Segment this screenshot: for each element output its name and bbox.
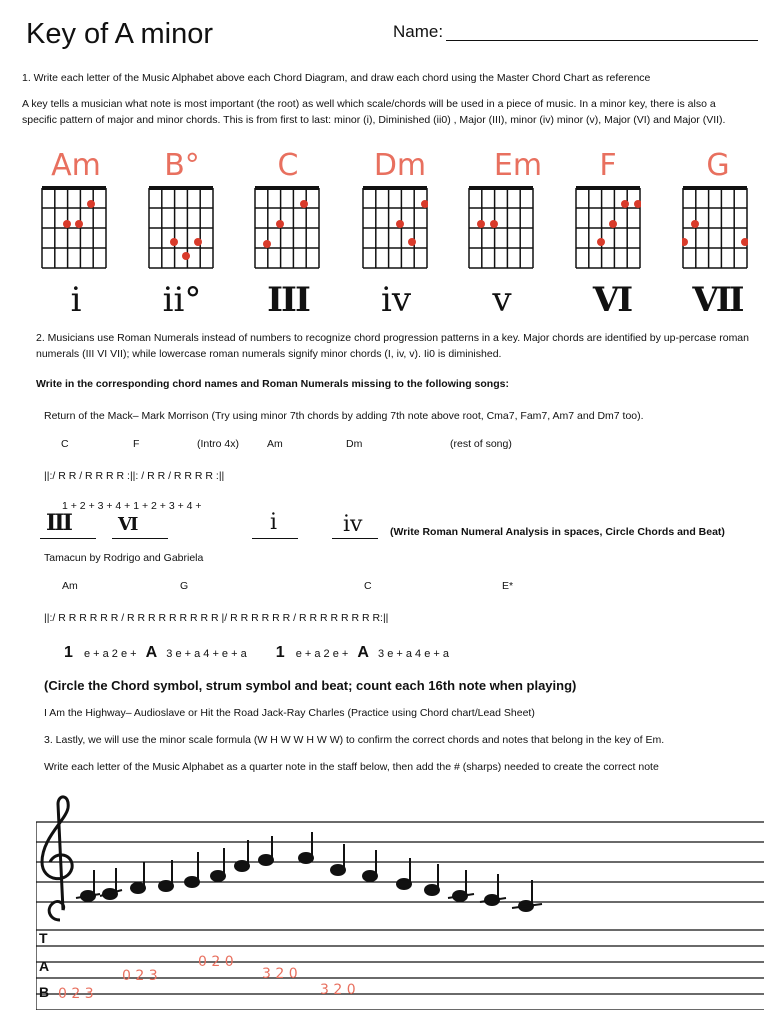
song1-numeral-iii[interactable]: III — [46, 510, 71, 536]
count-segment: 3 e + a 4 e + a — [378, 648, 449, 660]
tab-letter-b: B — [39, 984, 50, 1000]
song1-chord-c[interactable]: C — [61, 438, 69, 450]
numeral-v: v — [492, 280, 512, 320]
chord-diagram-f[interactable] — [575, 186, 641, 270]
numeral-iii: III — [267, 280, 309, 320]
note-10 — [331, 844, 345, 875]
chord-name-b-dim: B° — [164, 148, 200, 183]
song1-rest: (rest of song) — [450, 438, 512, 450]
song1-numeral-iv[interactable]: iv — [343, 512, 363, 537]
numeral-ii-dim: ii° — [162, 280, 202, 320]
note-4 — [159, 860, 173, 891]
tab-fret-numbers: 0 2 3 — [58, 986, 94, 1002]
song2-chord-g[interactable]: G — [180, 580, 189, 592]
song2-chord-c[interactable]: C — [364, 580, 372, 592]
note-14 — [448, 870, 474, 901]
numeral-vi: VI — [592, 280, 632, 320]
chord-diagram-g[interactable] — [682, 186, 748, 270]
tab-fret-numbers: 0 2 3 — [122, 968, 158, 984]
numeral-iv: iv — [380, 280, 412, 320]
count-segment: e + a 2 e + — [295, 648, 349, 660]
note-3 — [131, 862, 145, 893]
question-3-instruction: Write each letter of the Music Alphabet as a quarter note in the staff below, then add the # (sharps) needed to create the correct note — [44, 761, 659, 773]
song1-chord-am[interactable]: Am — [267, 438, 283, 450]
chord-name-f: F — [599, 148, 617, 183]
page-title: Key of A minor — [26, 18, 213, 50]
tab-fret-numbers: 0 2 0 — [198, 954, 234, 970]
note-12 — [397, 858, 411, 889]
count-segment: e + a 2 e + — [83, 648, 137, 660]
song2-chord-am[interactable]: Am — [62, 580, 78, 592]
song1-intro: (Intro 4x) — [197, 438, 240, 450]
note-5 — [185, 852, 199, 887]
chord-diagram-am[interactable] — [41, 186, 107, 270]
question-1: 1. Write each letter of the Music Alphabet above each Chord Diagram, and draw each chord using the Master Chord Chart as reference — [22, 72, 651, 84]
song1-beat-line: 1 + 2 + 3 + 4 + 1 + 2 + 3 + 4 + — [62, 500, 202, 512]
song3-title: I Am the Highway– Audioslave or Hit the Road Jack-Ray Charles (Practice using Chord chart/Lead Sheet) — [44, 707, 535, 719]
name-field-line[interactable] — [446, 40, 758, 41]
note-15 — [480, 874, 506, 905]
numeral-blank-2[interactable] — [112, 538, 168, 539]
chord-name-am: Am — [51, 148, 101, 183]
intro-paragraph: A key tells a musician what note is most important (the root) as well which scale/chords will be used in a piece of music. In a minor key, there is also a specific pattern of major and minor chords. This is from first to last: minor (i), Diminished (ii0) , Major (III), minor (iv) minor (v), Major (VI) and Major (VII). — [22, 98, 726, 126]
numeral-blank-1[interactable] — [40, 538, 96, 539]
question-2: 2. Musicians use Roman Numerals instead of numbers to recognize chord progression patterns in a key. Major chords are identified by up-percase roman numerals (III VI VII); while lowercase roman numerals signify minor chords (I, iv, v). Ii0 is diminished. — [36, 332, 749, 360]
note-7 — [235, 840, 249, 871]
song1-chord-dm[interactable]: Dm — [346, 438, 363, 450]
song1-numeral-i[interactable]: i — [270, 510, 278, 535]
tab-letter-t: T — [39, 930, 48, 946]
chord-diagram-dm[interactable] — [362, 186, 428, 270]
note-2 — [100, 868, 122, 899]
question-3: 3. Lastly, we will use the minor scale formula (W H W W H W W) to confirm the correct chords and notes that belong in the key of Em. — [44, 734, 665, 746]
note-9 — [299, 832, 313, 863]
chord-name-em: Em — [493, 148, 543, 183]
note-8 — [259, 836, 273, 865]
song1-numeral-vi[interactable]: VI — [118, 514, 137, 535]
song2-chord-e[interactable]: E* — [502, 580, 514, 592]
numeral-blank-3[interactable] — [252, 538, 298, 539]
tab-fret-numbers: 3 2 0 — [262, 966, 298, 982]
name-label: Name: — [393, 22, 444, 41]
note-1 — [76, 870, 100, 901]
song2-title: Tamacun by Rodrigo and Gabriela — [44, 552, 204, 564]
count-a: A — [357, 644, 369, 661]
chord-name-c: C — [277, 148, 299, 183]
count-segment: 3 e + a 4 + e + a — [166, 648, 247, 660]
song1-note: (Write Roman Numeral Analysis in spaces, Circle Chords and Beat) — [390, 526, 725, 538]
tab-fret-numbers: 3 2 0 — [320, 982, 356, 998]
note-6 — [211, 848, 225, 881]
song1-title: Return of the Mack– Mark Morrison (Try using minor 7th chords by adding 7th note above root, Cma7, Fam7, Am7 and Dm7 too). — [44, 410, 644, 422]
count-1: 1 — [64, 644, 73, 661]
numeral-blank-4[interactable] — [332, 538, 378, 539]
song1-strum-line: ||:/ R R / R R R R :||: / R R / R R R R :|| — [44, 470, 225, 482]
music-staff[interactable] — [36, 790, 764, 1010]
numeral-vii: VII — [692, 280, 742, 320]
chord-diagram-c[interactable] — [254, 186, 320, 270]
note-16 — [512, 880, 542, 911]
instruction-heading: Write in the corresponding chord names and Roman Numerals missing to the following songs: — [36, 378, 509, 390]
note-13 — [425, 864, 439, 895]
chord-name-dm: Dm — [373, 148, 427, 183]
song2-count-line — [64, 644, 449, 662]
chord-diagram-b-dim[interactable] — [148, 186, 214, 270]
count-1: 1 — [275, 644, 285, 661]
note-11 — [363, 850, 377, 881]
chord-diagram-em[interactable] — [468, 186, 534, 270]
chord-name-g: G — [706, 148, 730, 183]
count-a: A — [145, 644, 158, 661]
tab-letter-a: A — [39, 958, 50, 974]
song1-chord-f[interactable]: F — [133, 438, 140, 450]
circle-note: (Circle the Chord symbol, strum symbol and beat; count each 16th note when playing) — [44, 678, 577, 693]
song2-strum-line: ||:/ R R R R R R / R R R R R R R R R |/ R R R R R R / R R R R R R R R:|| — [44, 612, 389, 624]
numeral-i: i — [70, 280, 82, 320]
